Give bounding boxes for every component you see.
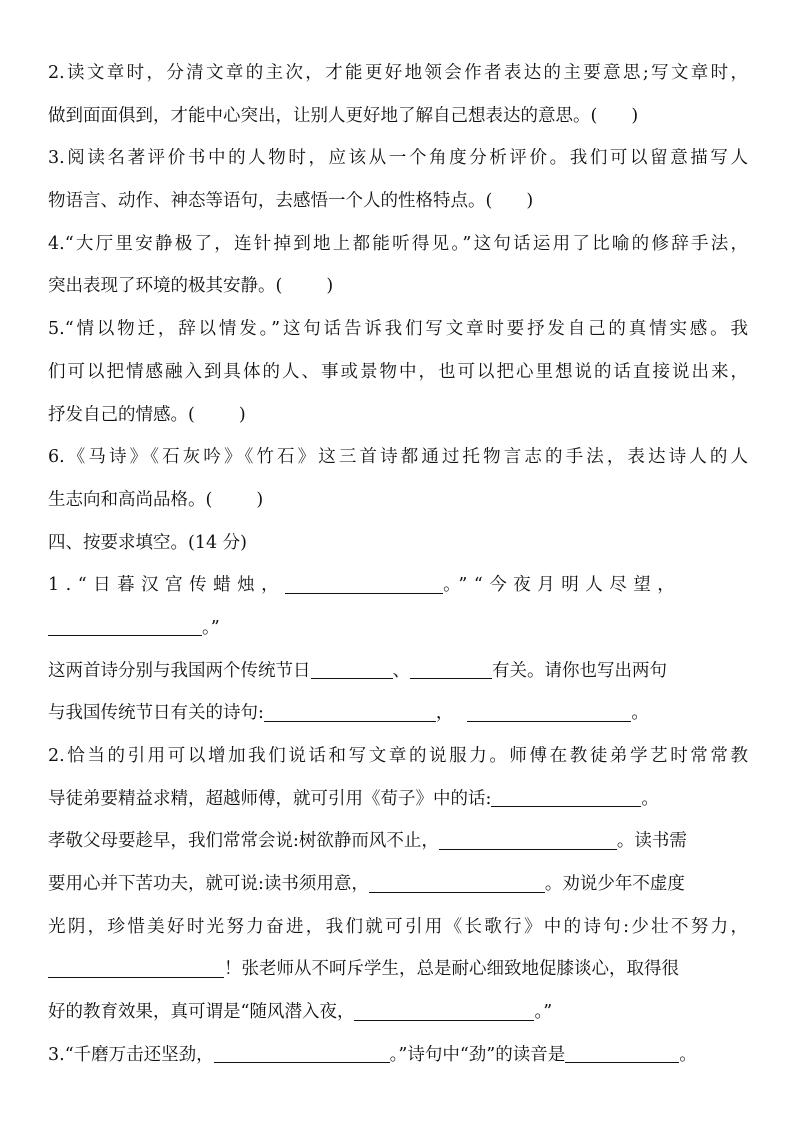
fill1-poem-blank-2[interactable] xyxy=(467,702,631,721)
fill1-comma: ， xyxy=(435,703,454,724)
fill2-poem-blank[interactable] xyxy=(354,1001,534,1020)
q4-line-1: 4.“大厅里安静极了，连针掉到地上都能听得见。”这句话运用了比喻的修辞手法， xyxy=(48,233,748,254)
fill2-end-quote: 。” xyxy=(534,1002,553,1023)
q3-close-paren: ) xyxy=(526,191,534,212)
fill2-line-7 xyxy=(48,991,748,1034)
fill3-line xyxy=(48,1034,748,1077)
fill1-mid: 。”“今夜月明人尽望， xyxy=(443,575,682,596)
q4-close-paren: ) xyxy=(326,276,334,297)
fill2-teacher-text: ！张老师从不呵斥学生，总是耐心细致地促膝谈心，取得很 xyxy=(224,959,679,980)
q5-close-paren: ) xyxy=(238,404,246,425)
q5-line-1: 5.“情以物迁，辞以情发。”这句话告诉我们写文章时要抒发自己的真情实感。我 xyxy=(48,319,748,340)
q2-line-1: 2.读文章时，分清文章的主次，才能更好地领会作者表达的主要意思;写文章时， xyxy=(48,63,748,83)
q3-line-1: 3.阅读名著评价书中的人物时，应该从一个角度分析评价。我们可以留意描写人 xyxy=(48,148,748,169)
fill2-line-4 xyxy=(48,863,748,906)
fill1-line-2 xyxy=(48,607,748,650)
q6-line-2 xyxy=(48,479,748,522)
q5-text: 抒发自己的情感。( xyxy=(48,404,195,425)
q5-line-2: 们可以把情感融入到具体的人、事或景物中，也可以把心里想说的话直接说出来， xyxy=(48,361,748,382)
fill2-xunzi-text: 导徒弟要精益求精，超越师傅，就可引用《荀子》中的话: xyxy=(48,788,492,809)
fill2-poem-text: 好的教育效果，真可谓是“随风潜入夜， xyxy=(48,1002,355,1023)
fill2-parents-text: 孝敬父母要趁早，我们常常会说:树欲静而风不止， xyxy=(48,831,439,852)
q6-text: 生志向和高尚品格。( xyxy=(48,489,213,510)
fill1-period: 。 xyxy=(631,703,649,724)
section-4-title: 四、按要求填空。(14 分) xyxy=(48,532,247,553)
fill2-line-1: 2.恰当的引用可以增加我们说话和写文章的说服力。师傅在教徒弟学艺时常常教 xyxy=(48,746,748,766)
q2-text: 做到面面俱到，才能中心突出，让别人更好地了解自己想表达的意思。( xyxy=(48,105,598,126)
fill2-xunzi-blank[interactable] xyxy=(491,788,641,807)
q6-close-paren: ) xyxy=(256,489,264,510)
q5-line-3 xyxy=(48,394,748,437)
fill2-reading-text-2: 要用心并下苦功夫，就可说:读书须用意， xyxy=(48,874,369,895)
fill3-text-2: 。”诗句中“劲”的读音是 xyxy=(389,1044,566,1065)
fill3-pronunciation-blank[interactable] xyxy=(565,1044,679,1063)
q2-line-2 xyxy=(48,95,748,138)
fill1-festival-blank-2[interactable] xyxy=(410,660,492,679)
fill1-line-1 xyxy=(48,564,748,607)
fill2-line-3 xyxy=(48,820,748,863)
fill1-festival-text-2: 有关。请你也写出两句 xyxy=(492,660,667,681)
fill1-blank-1[interactable] xyxy=(285,574,443,593)
fill1-end: 。” xyxy=(202,617,220,638)
fill2-line-2 xyxy=(48,778,748,821)
fill2-changgexing-blank[interactable] xyxy=(48,959,224,978)
fill1-blank-2[interactable] xyxy=(48,617,202,636)
fill2-line-5: 光阴，珍惜美好时光努力奋进，我们就可引用《长歌行》中的诗句:少壮不努力， xyxy=(48,916,748,937)
fill1-poem-blank-1[interactable] xyxy=(264,702,436,721)
fill1-line-3 xyxy=(48,650,748,693)
q6-line-1: 6.《马诗》《石灰吟》《竹石》这三首诗都通过托物言志的手法，表达诗人的人 xyxy=(48,447,748,468)
fill1-sep: 、 xyxy=(392,660,410,681)
fill2-parents-blank[interactable] xyxy=(439,831,617,850)
fill1-line-4 xyxy=(48,692,748,735)
fill2-line-6 xyxy=(48,948,748,991)
fill1-festival-text: 这两首诗分别与我国两个传统节日 xyxy=(48,660,311,681)
fill2-youth-text: 。劝说少年不虚度 xyxy=(544,874,685,895)
fill3-period: 。 xyxy=(679,1044,697,1065)
fill1-festival-blank-1[interactable] xyxy=(311,660,393,679)
fill2-period-1: 。 xyxy=(641,788,659,809)
fill1-prefix: 1.“日暮汉宫传蜡烛， xyxy=(48,575,286,596)
q4-line-2 xyxy=(48,265,748,308)
q3-line-2 xyxy=(48,180,748,223)
fill3-poem-blank[interactable] xyxy=(214,1044,390,1063)
fill2-reading-blank[interactable] xyxy=(369,873,545,892)
q3-text: 物语言、动作、神态等语句，去感悟一个人的性格特点。( xyxy=(48,191,493,212)
q4-text: 突出表现了环境的极其安静。( xyxy=(48,276,283,297)
fill1-poem-text: 与我国传统节日有关的诗句: xyxy=(48,703,264,724)
fill2-reading-text: 。读书需 xyxy=(616,831,687,852)
fill3-text: 3.“千磨万击还坚劲， xyxy=(48,1044,214,1065)
q2-close-paren: ) xyxy=(631,105,639,126)
